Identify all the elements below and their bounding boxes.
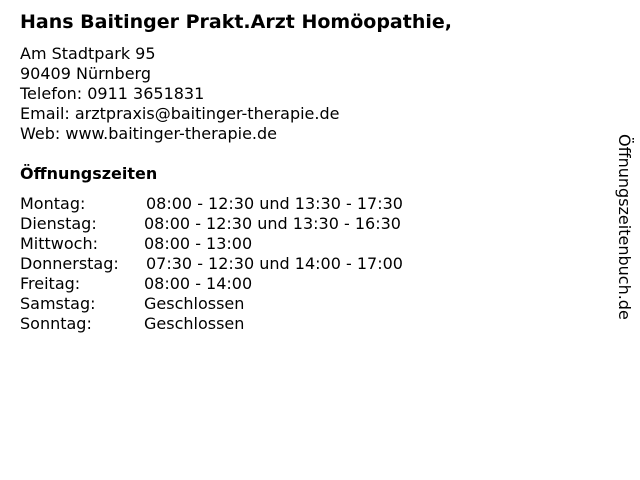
street-address: Am Stadtpark 95 (20, 44, 156, 63)
day-label: Donnerstag: (20, 254, 119, 273)
day-label: Freitag: (20, 274, 81, 293)
time-value: 08:00 - 12:30 und 13:30 - 16:30 (144, 214, 401, 233)
brand-watermark: Öffnungszeitenbuch.de (615, 134, 634, 320)
city-address: 90409 Nürnberg (20, 64, 151, 83)
day-label: Montag: (20, 194, 86, 213)
phone-number: Telefon: 0911 3651831 (20, 84, 205, 103)
opening-hours-heading: Öffnungszeiten (20, 164, 158, 183)
email-address: Email: arztpraxis@baitinger-therapie.de (20, 104, 340, 123)
day-label: Samstag: (20, 294, 96, 313)
time-value: 08:00 - 13:00 (144, 234, 253, 253)
contact-block (20, 44, 339, 144)
day-label: Dienstag: (20, 214, 97, 233)
day-label: Sonntag: (20, 314, 92, 333)
time-value: 07:30 - 12:30 und 14:00 - 17:00 (146, 254, 403, 273)
practice-name: Hans Baitinger Prakt.Arzt Homöopathie, (20, 11, 452, 33)
time-value: Geschlossen (144, 294, 245, 313)
day-label: Mittwoch: (20, 234, 98, 253)
time-value: 08:00 - 14:00 (144, 274, 253, 293)
time-value: 08:00 - 12:30 und 13:30 - 17:30 (146, 194, 403, 213)
website-address: Web: www.baitinger-therapie.de (20, 124, 277, 143)
time-value: Geschlossen (144, 314, 245, 333)
